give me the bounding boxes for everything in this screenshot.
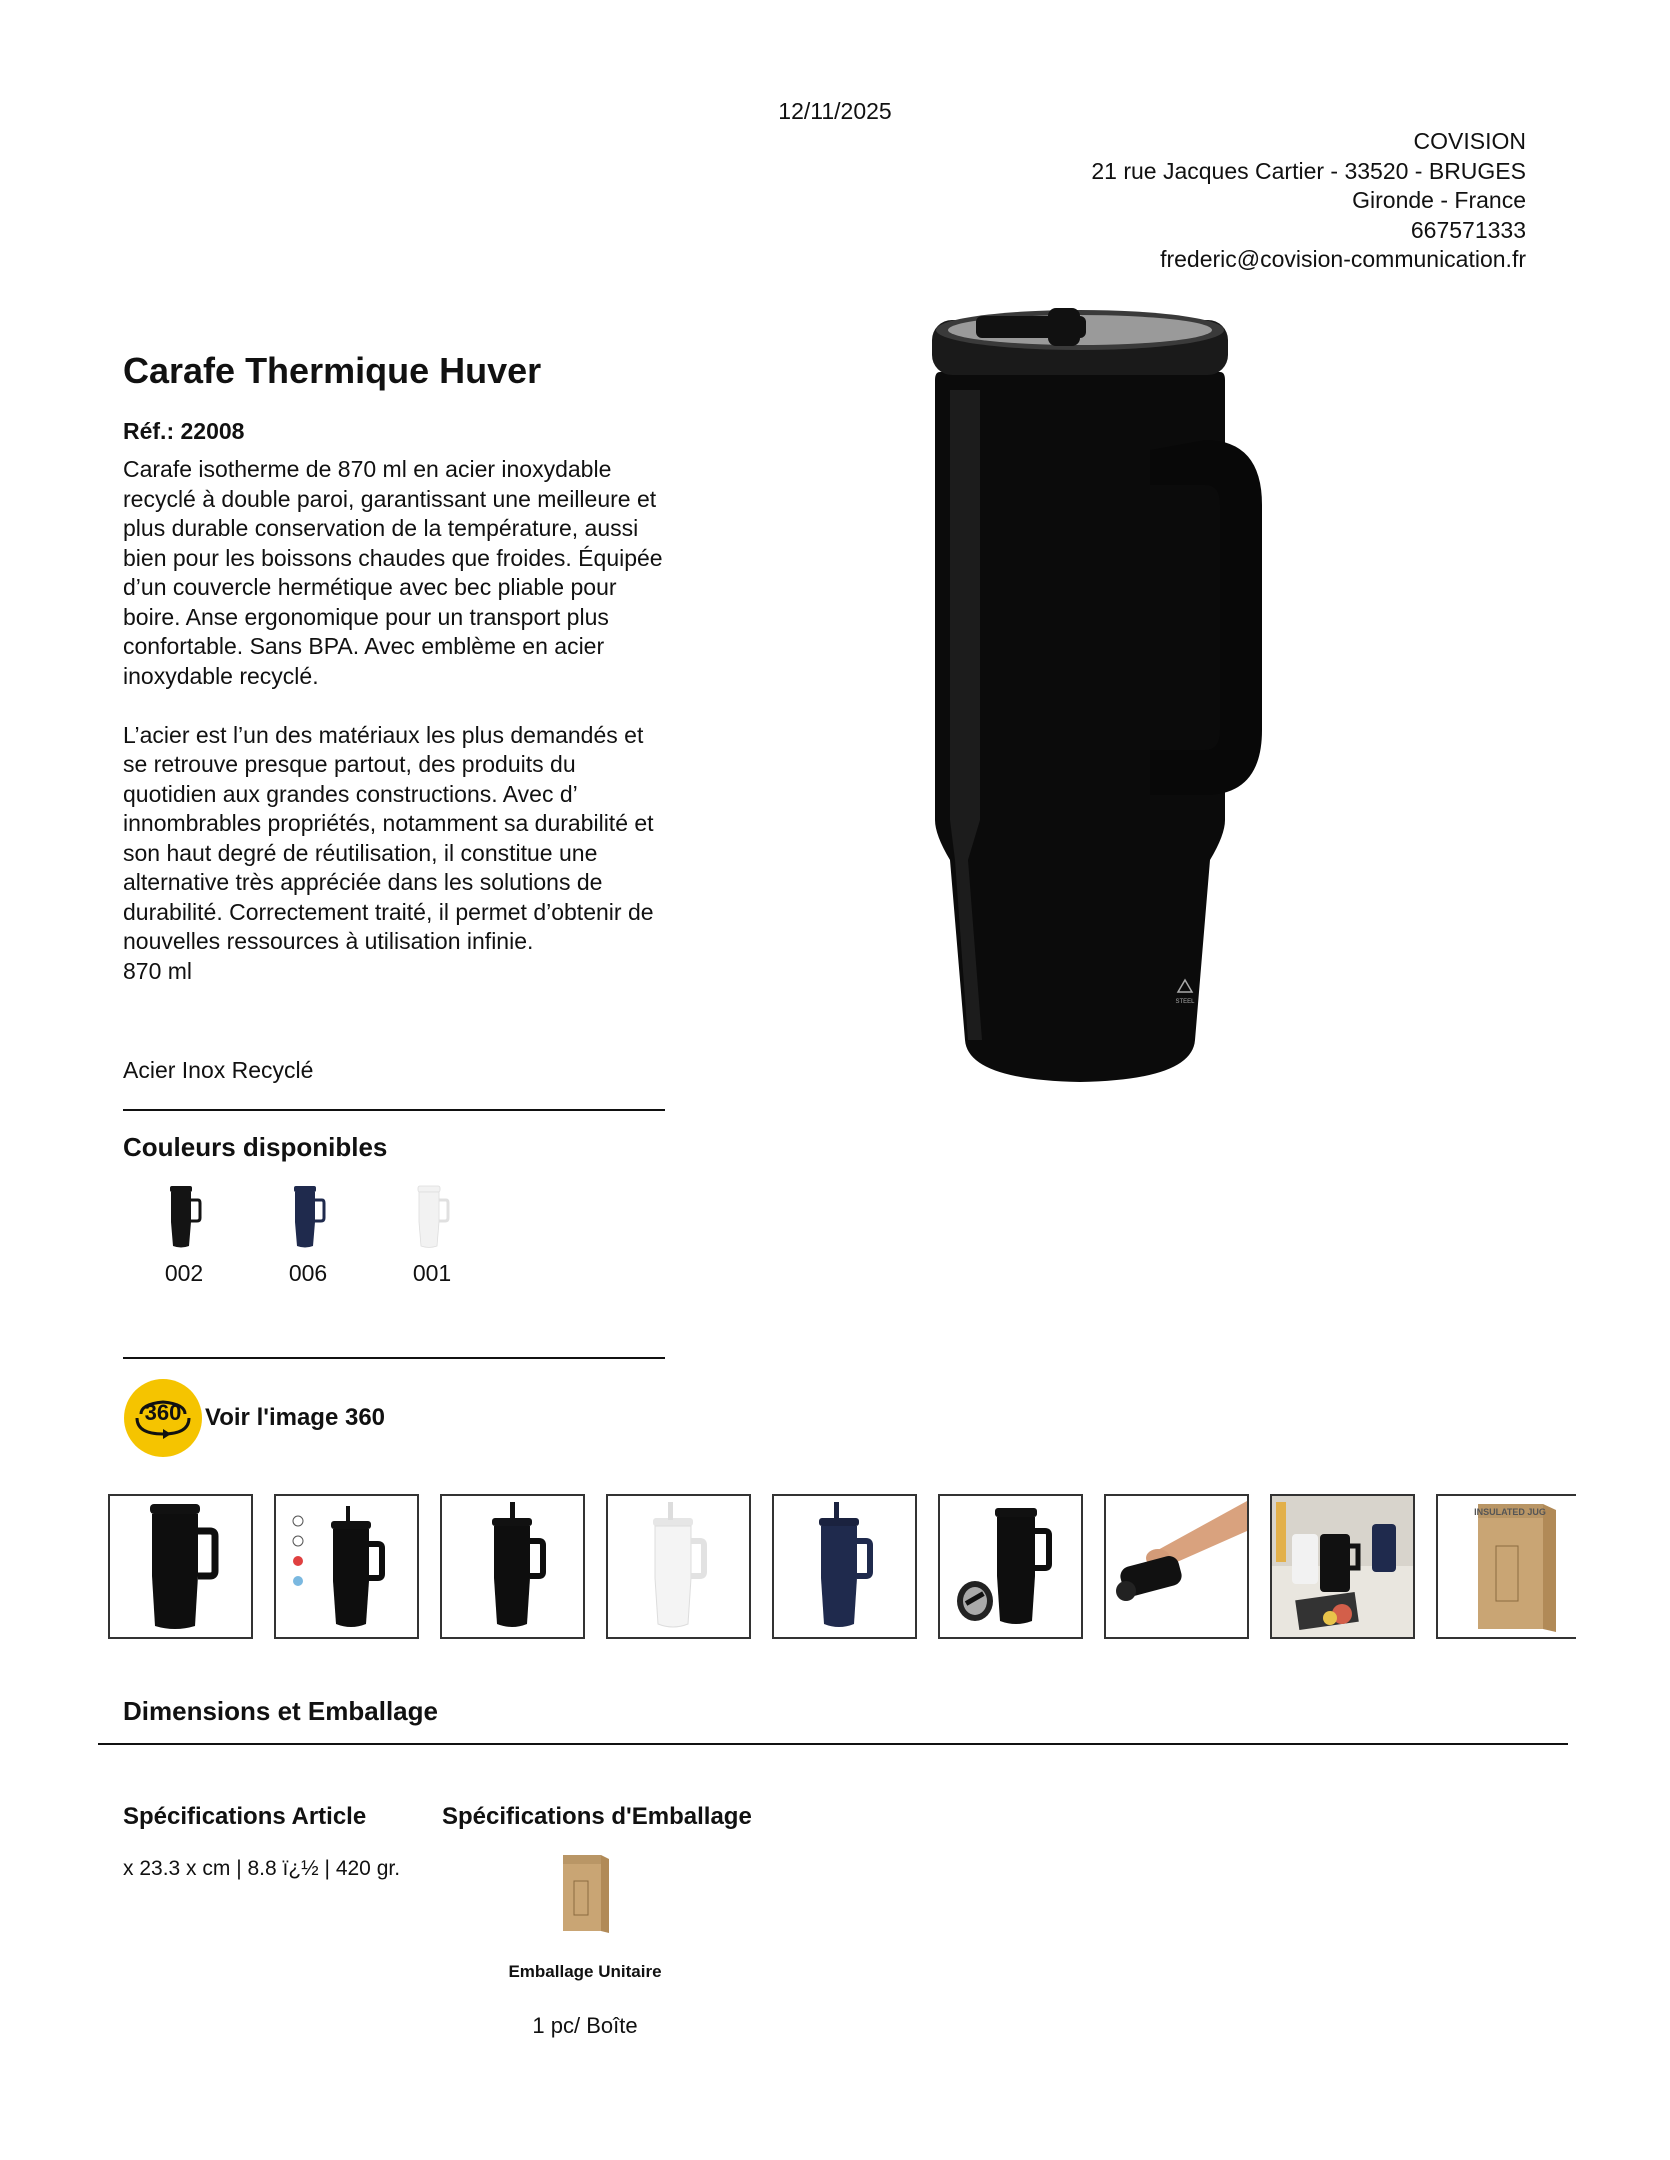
svg-text:INSULATED JUG: INSULATED JUG bbox=[1474, 1507, 1546, 1517]
swatch-handle bbox=[315, 1200, 324, 1221]
product-material: Acier Inox Recyclé bbox=[123, 1057, 314, 1083]
swatch-lid bbox=[170, 1186, 192, 1192]
company-phone: 667571333 bbox=[1410, 216, 1526, 243]
mug-thumbnail-icon bbox=[412, 1182, 452, 1252]
company-region: Gironde - France bbox=[1352, 187, 1526, 213]
product-main-image bbox=[920, 300, 1340, 1100]
divider bbox=[123, 1109, 665, 1111]
company-email[interactable]: frederic@covision-communication.fr bbox=[1160, 246, 1526, 272]
swatch-body bbox=[171, 1192, 191, 1248]
view-360-label: Voir l'image 360 bbox=[205, 1404, 386, 1431]
box-icon bbox=[557, 1853, 613, 1933]
swatch-lid bbox=[294, 1186, 316, 1192]
gallery-thumb-hand-holding[interactable] bbox=[1104, 1494, 1249, 1639]
svg-text:STEEL: STEEL bbox=[1175, 999, 1195, 1005]
rotate-360-icon bbox=[123, 1378, 203, 1458]
product-description bbox=[123, 455, 663, 986]
gallery-thumb-white-mug[interactable] bbox=[606, 1494, 751, 1639]
view-360-link[interactable] bbox=[123, 1378, 385, 1458]
gallery-thumb-lifestyle[interactable] bbox=[1270, 1494, 1415, 1639]
company-address: 21 rue Jacques Cartier - 33520 - BRUGES bbox=[1091, 157, 1526, 184]
gallery-thumb-navy-mug[interactable] bbox=[772, 1494, 917, 1639]
mug-thumbnail-icon bbox=[164, 1182, 204, 1252]
description-paragraph-1: Carafe isotherme de 870 ml en acier inoxydable recyclé à double paroi, garantissant une meilleure et plus durable conservation de la température, aussi bien pour les boissons chaudes que froides. Équipée d’un couvercle hermétique avec bec pliable pour boire. Anse ergonomique pour un transport plus confortable. Sans BPA. Avec emblème en acier inoxydable recyclé. bbox=[123, 456, 663, 689]
product-capacity: 870 ml bbox=[123, 957, 193, 984]
gallery-thumb-black-mug[interactable] bbox=[108, 1494, 253, 1639]
product-title: Carafe Thermique Huver bbox=[123, 350, 542, 391]
color-code: 002 bbox=[164, 1260, 204, 1286]
article-spec-title: Spécifications Article bbox=[123, 1803, 367, 1830]
packaging-quantity: 1 pc/ Boîte bbox=[532, 2013, 638, 2038]
swatch-handle bbox=[439, 1200, 448, 1221]
color-code: 006 bbox=[288, 1260, 328, 1286]
color-code: 001 bbox=[412, 1260, 452, 1286]
color-swatch-006[interactable] bbox=[268, 1182, 348, 1287]
divider bbox=[98, 1743, 1568, 1745]
swatch-handle bbox=[191, 1200, 200, 1221]
product-ref: Réf.: 22008 bbox=[123, 418, 245, 444]
packaging-spec-title: Spécifications d'Emballage bbox=[442, 1803, 752, 1830]
print-date: 12/11/2025 bbox=[778, 98, 892, 124]
company-block bbox=[1091, 127, 1526, 275]
gallery-thumb-infographic[interactable] bbox=[274, 1494, 419, 1639]
color-swatch-002[interactable] bbox=[144, 1182, 224, 1287]
swatch-body bbox=[295, 1192, 315, 1248]
gallery-thumb-black-mug-straw[interactable] bbox=[440, 1494, 585, 1639]
gallery bbox=[108, 1494, 1576, 1644]
divider bbox=[123, 1357, 665, 1359]
packaging-unit-label: Emballage Unitaire bbox=[508, 1962, 662, 1981]
badge-text: 360 bbox=[144, 1400, 182, 1425]
description-paragraph-2: L’acier est l’un des matériaux les plus demandés et se retrouve presque partout, des produits du quotidien aux grandes constructions. Avec d’ innombrables propriétés, notamment sa durabilité et son haut degré de réutilisation, il constitue une alternative très appréciée dans les solutions de durabilité. Correctement traité, il permet d’obtenir de nouvelles ressources à utilisation infinie. bbox=[123, 721, 654, 954]
swatch-body bbox=[419, 1192, 439, 1248]
gallery-thumb-black-mug-lid[interactable] bbox=[938, 1494, 1083, 1639]
gallery-thumb-box[interactable] bbox=[1436, 1494, 1576, 1639]
company-name: COVISION bbox=[1413, 128, 1526, 154]
dimensions-title: Dimensions et Emballage bbox=[123, 1696, 438, 1726]
article-spec-value: x 23.3 x cm | 8.8 ï¿½ | 420 gr. bbox=[123, 1857, 401, 1880]
mug-thumbnail-icon bbox=[288, 1182, 328, 1252]
colors-title: Couleurs disponibles bbox=[123, 1132, 388, 1162]
swatch-lid bbox=[418, 1186, 440, 1192]
color-swatch-001[interactable] bbox=[392, 1182, 472, 1287]
